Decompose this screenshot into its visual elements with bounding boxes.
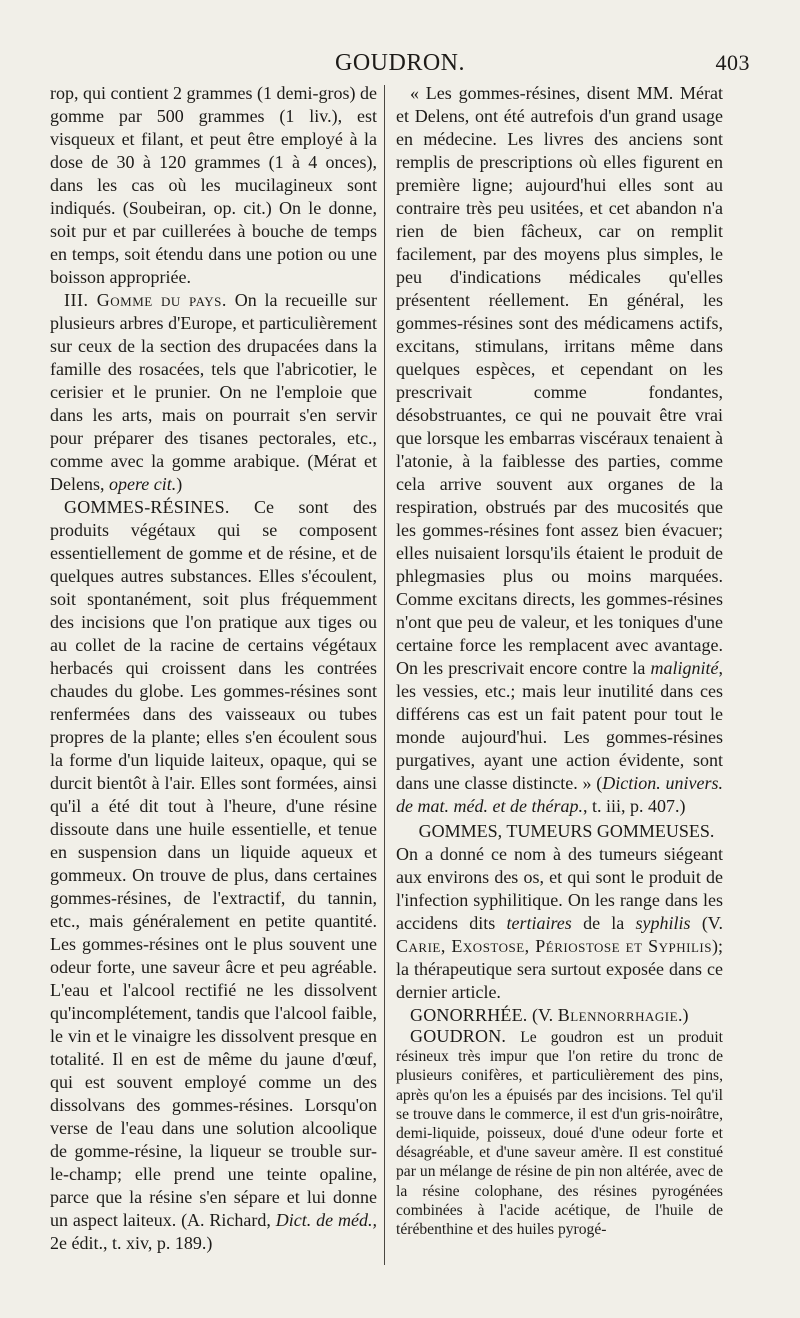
entry-text: Ce sont des produits végétaux qui se composent essentiellement de gomme et de résine, et de quelques autres substances. Elles s'écoulent, soit spontanément, soit plus fréquemment des incisions que l'on pratique aux tiges ou au collet de la racine de certains végétaux herbacés qui croissent dans les contrées chaudes du globe. Les gommes-résines sont renfermées dans des vaisseaux ou tubes propres de la plante; elles s'en écoulent sous la forme d'un liquide laiteux, opaque, qui se durcit bientôt à l'air. Elles sont formées, ainsi qu'il a été dit tout à l'heure, d'une résine dissoute dans une huile essentielle, et tenue en suspension dans un liquide aqueux et gommeux. On trouve de plus, dans certaines gommes-résines, de l'extractif, du tannin, etc., mais généralement en petite quantité. Les gommes-résines ont le plus souvent une odeur forte, une saveur âcre et peu agréable. L'eau et l'alcool rectifié ne les dissolvent qu'incomplétement, tandis que l'alcool faible, le vin et le vinaigre les dissolvent presque en totalité. Il en est de même du jaune d'œuf, qui est souvent employé comme un des dissolvans des gommes-résines. Lorsqu'on verse de l'eau dans une solution alcoolique de gomme-résine, la liqueur se trouble sur-le-champ; elle prend une teinte opaline, parce que la résine s'en sépare et lui donne un aspect laiteux. (A. Richard, xyxy=(50,497,378,1230)
left-column xyxy=(50,82,377,1255)
entry-gommes-tumeurs xyxy=(396,843,723,1004)
right-column xyxy=(396,82,723,1239)
paragraph-gomme-du-pays xyxy=(50,289,377,496)
entry-text: .) xyxy=(678,1005,689,1025)
entry-title: GOMMES-RÉSINES. xyxy=(64,497,230,517)
cross-reference: Carie, Exostose, Périostose et Syphilis xyxy=(396,936,712,956)
entry-text: de la xyxy=(583,913,625,933)
quotation-merat-delens xyxy=(396,82,723,818)
page-header xyxy=(50,50,750,84)
citation: Diction. univers. de mat. méd. et de thérap. xyxy=(396,773,723,816)
emphasis: malignité xyxy=(650,658,719,678)
entry-text: ); la thérapeutique sera surtout exposée dans ce dernier article. xyxy=(396,936,723,1002)
paragraph-text: , t. iii, p. 407.) xyxy=(582,796,686,816)
column-divider xyxy=(384,85,385,1265)
entry-text: Le goudron est un produit résineux très impur que l'on retire du tronc de plusieurs conifères, et particulièrement des pins, après qu'on les a épuisés par des incisions. Tel qu'il se trouve dans le commerce, il est d'un gris-noirâtre, demi-liquide, poisseux, doué d'une odeur forte et désagréable, et d'une saveur amère. Il est constitué par un mélange de résine de pin non altérée, avec de la résine colophane, des résines pyrogénées combinées à l'acide acétique, de l'huile de térébenthine et des huiles pyrogé- xyxy=(396,1029,723,1239)
citation: Dict. de méd., xyxy=(275,1210,378,1230)
entry-title: GOUDRON. xyxy=(410,1026,507,1046)
page-number: 403 xyxy=(715,50,750,75)
entry-gommes-resines xyxy=(50,496,377,1255)
paragraph-sirop xyxy=(50,82,377,289)
entry-text: (V. xyxy=(701,913,723,933)
running-head: GOUDRON. xyxy=(335,50,465,76)
entry-heading-gommes-tumeurs: GOMMES, TUMEURS GOMMEUSES. xyxy=(418,821,715,841)
paragraph-text: ) xyxy=(176,474,183,494)
entry-text: 2e édit., t. xiv, p. 189.) xyxy=(50,1233,213,1253)
entry-title: GONORRHÉE. xyxy=(410,1005,528,1025)
emphasis: tertiaires xyxy=(506,913,572,933)
section-heading: III. Gomme du pays. xyxy=(64,290,227,310)
entry-text: On a donné ce nom à des tumeurs siégeant aux environs des os, et qui sont le produit de l'infection syphilitique. On les range dans les accidens dits xyxy=(396,844,723,933)
paragraph-text: rop, qui contient 2 grammes (1 demi-gros) de gomme par 500 grammes (1 liv.), est visqueux et filant, et peut être employé à la dose de 30 à 120 grammes (1 à 4 onces), dans les cas où les mucilagineux sont indiqués. (Soubeiran, op. cit.) On le donne, soit pur et par cuillerées à bouche de temps en temps, soit étendu dans une potion ou une boisson appropriée. xyxy=(50,83,377,287)
cross-reference: Blennorrhagie xyxy=(557,1005,679,1025)
citation: opere cit. xyxy=(108,474,177,494)
entry-gonorrhee xyxy=(396,1004,723,1027)
paragraph-text: , les vessies, etc.; mais leur inutilité dans ces différens cas est un fait patent pour tout le monde aujourd'hui. Les gommes-résines purgatives, ayant une action évidente, sont dans une classe distincte. » ( xyxy=(396,658,724,793)
paragraph-text: On la recueille sur plusieurs arbres d'Europe, et particulièrement sur ceux de la section des drupacées dans la famille des rosacées, tels que l'abricotier, le cerisier et le prunier. On ne l'emploie que dans les arts, mais on pourrait s'en servir pour préparer des tisanes pectorales, etc., comme avec la gomme arabique. (Mérat et Delens, xyxy=(50,290,377,494)
emphasis: syphilis xyxy=(635,913,691,933)
entry-text: (V. xyxy=(532,1005,554,1025)
paragraph-text: « Les gommes-résines, disent MM. Mérat et Delens, ont été autrefois d'un grand usage en médecine. Les livres des anciens sont remplis de prescriptions où elles figurent en première ligne; aujourd'hui elles sont au contraire très peu usitées, et cet abandon n'a rien de bien fâcheux, car on remplit facilement, par des moyens plus simples, le peu d'indications médicales qu'elles présentent réellement. En général, les gommes-résines sont des médicamens actifs, excitans, stimulans, irritans même dans quelques espèces, et cependant on les prescrivait comme fondantes, désobstruantes, ce qui ne pouvait être vrai que lorsque les embarras viscéraux tenaient à l'atonie, à la faiblesse des parties, comme cela arrive souvent aux organes de la respiration, obstrués par des mucosités que les gommes-résines font assez bien évacuer; elles nuisaient lorsqu'ils étaient le produit de phlegmasies plus ou moins marquées. Comme excitans directs, les gommes-résines n'ont que peu de valeur, et les toniques d'une certaine force les remplacent avec avantage. On les prescrivait encore contre la xyxy=(396,83,723,678)
entry-goudron xyxy=(396,1027,723,1239)
